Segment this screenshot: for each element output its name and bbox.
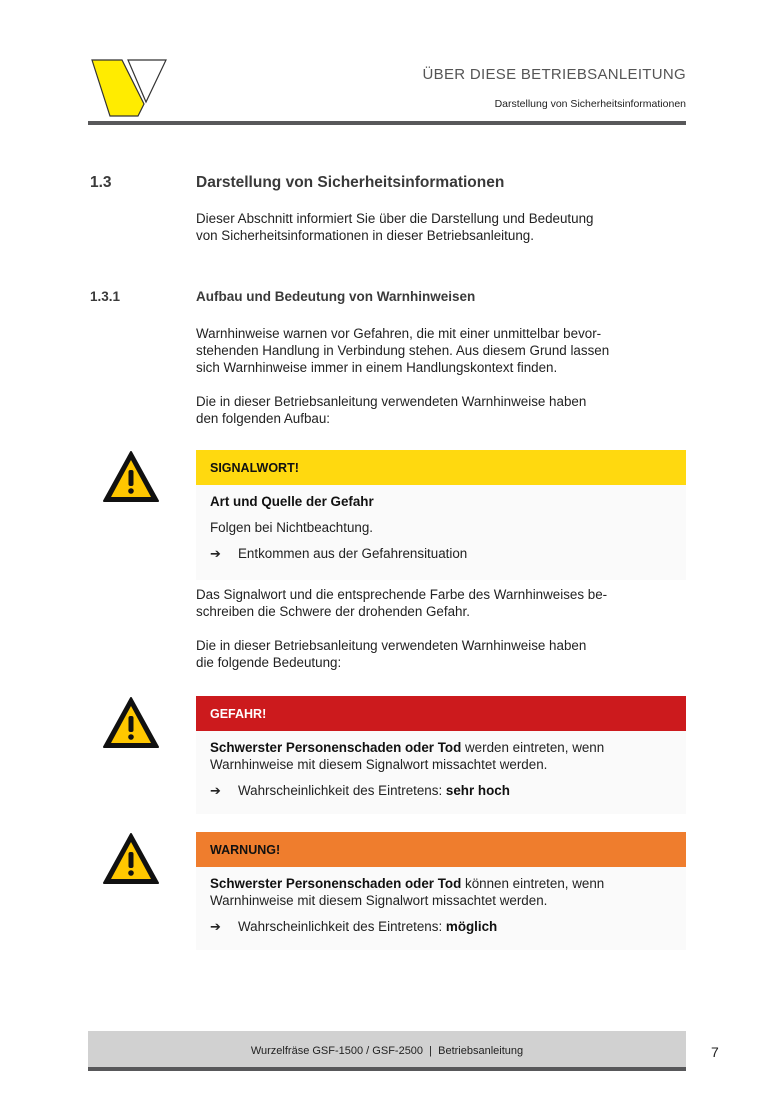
text-line: Warnhinweise mit diesem Signalwort missachtet werden. — [210, 893, 548, 908]
text-line: Warnhinweise mit diesem Signalwort missachtet werden. — [210, 757, 548, 772]
page-number: 7 — [711, 1044, 719, 1060]
text-line: den folgenden Aufbau: — [196, 411, 331, 426]
warning-box — [196, 450, 686, 580]
text-line: von Sicherheitsinformationen in dieser Betriebsanleitung. — [196, 228, 534, 243]
text-line: schreiben die Schwere der drohenden Gefahr. — [196, 604, 470, 619]
text-line: Dieser Abschnitt informiert Sie über die Darstellung und Bedeutung — [196, 211, 594, 226]
probability-value: sehr hoch — [445, 783, 510, 798]
footer-text: Wurzelfräse GSF-1500 / GSF-2500 | Betriebsanleitung — [250, 1045, 524, 1057]
paragraph — [196, 393, 686, 427]
text-line: werden eintreten, wenn — [461, 740, 605, 755]
arrow-right-icon: ➔ — [210, 919, 221, 934]
paragraph — [196, 637, 686, 671]
probability-label: Wahrscheinlichkeit des Eintretens: — [238, 783, 446, 798]
paragraph — [196, 586, 686, 620]
footer-divider — [88, 1067, 686, 1071]
text-line: Die in dieser Betriebsanleitung verwendeten Warnhinweise haben — [196, 394, 587, 409]
signal-word-bar: SIGNALWORT! — [196, 450, 686, 485]
hazard-consequence: Folgen bei Nichtbeachtung. — [210, 520, 374, 535]
chapter-title: ÜBER DIESE BETRIEBSANLEITUNG — [422, 66, 686, 83]
text-line: stehenden Handlung in Verbindung stehen. Aus diesem Grund lassen — [196, 343, 610, 358]
hazard-title: Art und Quelle der Gefahr — [210, 494, 374, 509]
arrow-right-icon: ➔ — [210, 546, 221, 561]
warning-triangle-icon — [102, 450, 160, 504]
brand-logo-icon — [88, 56, 174, 120]
header-divider — [88, 121, 686, 125]
warning-box — [196, 832, 686, 950]
danger-box — [196, 696, 686, 814]
section-subtitle: Darstellung von Sicherheitsinformationen — [494, 98, 686, 110]
text-line: Das Signalwort und die entsprechende Farbe des Warnhinweises be- — [196, 587, 608, 602]
text-line: können eintreten, wenn — [461, 876, 605, 891]
text-line: die folgende Bedeutung: — [196, 655, 342, 670]
text-line: Die in dieser Betriebsanleitung verwendeten Warnhinweise haben — [196, 638, 587, 653]
subsection-title: Aufbau und Bedeutung von Warnhinweisen — [196, 289, 476, 304]
section-number: 1.3 — [90, 174, 112, 191]
signal-word-bar: GEFAHR! — [196, 696, 686, 731]
signal-word-bar: WARNUNG! — [196, 832, 686, 867]
warning-triangle-icon — [102, 696, 160, 750]
severity-text: Schwerster Personenschaden oder Tod — [210, 876, 462, 891]
probability-label: Wahrscheinlichkeit des Eintretens: — [238, 919, 446, 934]
section-title: Darstellung von Sicherheitsinformationen — [196, 174, 505, 191]
hazard-action: Entkommen aus der Gefahrensituation — [238, 546, 468, 561]
text-line: sich Warnhinweise immer in einem Handlungskontext finden. — [196, 360, 558, 375]
severity-text: Schwerster Personenschaden oder Tod — [210, 740, 462, 755]
paragraph — [196, 325, 686, 376]
warning-triangle-icon — [102, 832, 160, 886]
text-line: Warnhinweise warnen vor Gefahren, die mit einer unmittelbar bevor- — [196, 326, 602, 341]
arrow-right-icon: ➔ — [210, 783, 221, 798]
subsection-number: 1.3.1 — [90, 289, 121, 304]
section-intro — [196, 210, 686, 244]
probability-value: möglich — [445, 919, 498, 934]
